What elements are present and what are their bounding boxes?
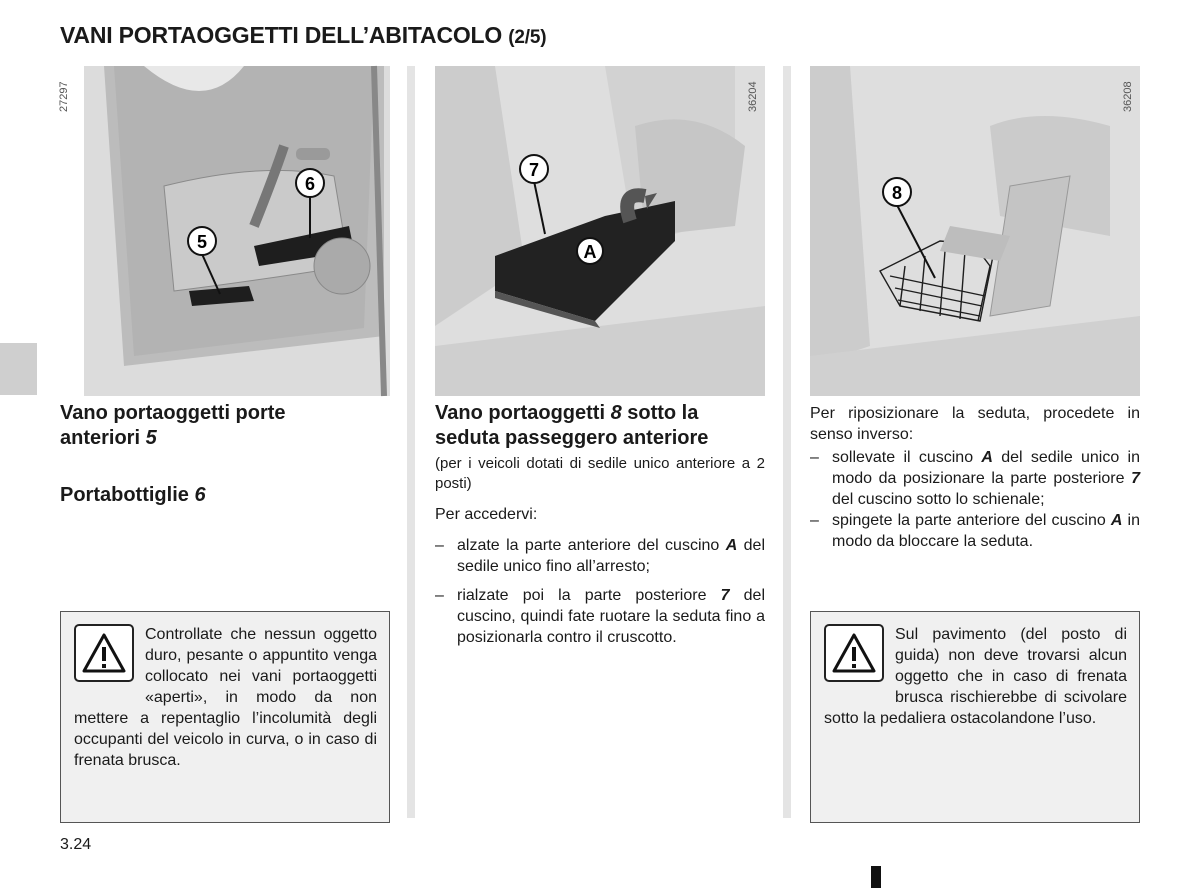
list-item: – sollevate il cuscino A del sedile unico in modo da posizionare la parte posteriore 7 del cuscino sotto lo schienale; [810, 449, 1141, 508]
storage-basket-drawing [810, 66, 1140, 396]
door-panel-drawing [84, 66, 390, 396]
seat-raised-drawing [435, 66, 765, 396]
svg-text:6: 6 [304, 174, 316, 194]
svg-text:8: 8 [891, 183, 903, 203]
heading-under-seat-text-a: Vano portaoggetti [435, 402, 611, 424]
warning-text: Controllate che nessun oggetto duro, pesante o appuntito venga collocato nei vani portaoggetti «aperti», in modo da non mettere a repentaglio l’incolumità degli occupanti del veicolo in curva, o in caso di frenata brusca. [74, 626, 377, 769]
reposition-steps [810, 447, 1140, 552]
warning-text: Sul pavimento (del posto di guida) non deve trovarsi alcun oggetto che in caso di frenata brusca rischierebbe di scivolare sotto la pedaliera ostacolandone l’uso. [824, 626, 1127, 727]
figure-number: 27297 [58, 81, 70, 112]
right-column-body [810, 403, 1140, 560]
svg-text:5: 5 [196, 232, 208, 252]
storage-basket-illustration [810, 66, 1140, 396]
list-item: – alzate la parte anteriore del cuscino A del sedile unico fino all’arresto; [435, 537, 766, 575]
heading-bottle-holder [60, 483, 360, 508]
callout-a [577, 238, 603, 264]
heading-bottle-holder-ref: 6 [194, 484, 206, 506]
warning-triangle-icon [824, 624, 884, 682]
access-steps [435, 535, 765, 648]
figure-number: 36208 [1122, 81, 1134, 112]
page-title [60, 22, 546, 49]
figure-number: 36204 [747, 81, 759, 112]
vehicle-note: (per i veicoli dotati di sedile unico anteriore a 2 posti) [435, 455, 765, 492]
print-mark [871, 866, 881, 888]
heading-under-seat-ref: 8 [610, 402, 622, 424]
warning-triangle-icon [74, 624, 134, 682]
heading-door-storage-ref: 5 [145, 427, 157, 449]
column-divider [783, 66, 791, 818]
warning-box-objects [60, 611, 390, 823]
heading-under-seat-text-b: sotto la seduta passeggero anteriore [435, 402, 709, 449]
page-title-text: VANI PORTAOGGETTI DELL’ABITACOLO [60, 22, 503, 48]
heading-bottle-holder-text: Portabottiglie [60, 484, 195, 506]
warning-box-floor [810, 611, 1140, 823]
list-item: – spingete la parte anteriore del cuscino A in modo da bloccare la seduta. [810, 512, 1140, 550]
list-item: – rialzate poi la parte posteriore 7 del cuscino, quindi fate ruotare la seduta fino a posizionarla contro il cruscotto. [435, 587, 766, 646]
page-title-part: (2/5) [508, 27, 547, 48]
heading-door-storage-text: Vano portaoggetti porte anteriori [60, 402, 286, 449]
door-panel-illustration [58, 66, 390, 396]
chapter-tab [0, 343, 37, 395]
heading-under-seat-storage [435, 401, 765, 451]
access-intro: Per accedervi: [435, 506, 538, 523]
column-divider [407, 66, 415, 818]
middle-column-body [435, 454, 765, 656]
reposition-intro: Per riposizionare la seduta, procedete in senso inverso: [810, 405, 1140, 443]
svg-text:7: 7 [528, 160, 540, 180]
page-number: 3.24 [60, 836, 92, 853]
heading-door-storage [60, 401, 360, 451]
svg-text:A: A [583, 242, 597, 262]
seat-raised-illustration [435, 66, 765, 396]
